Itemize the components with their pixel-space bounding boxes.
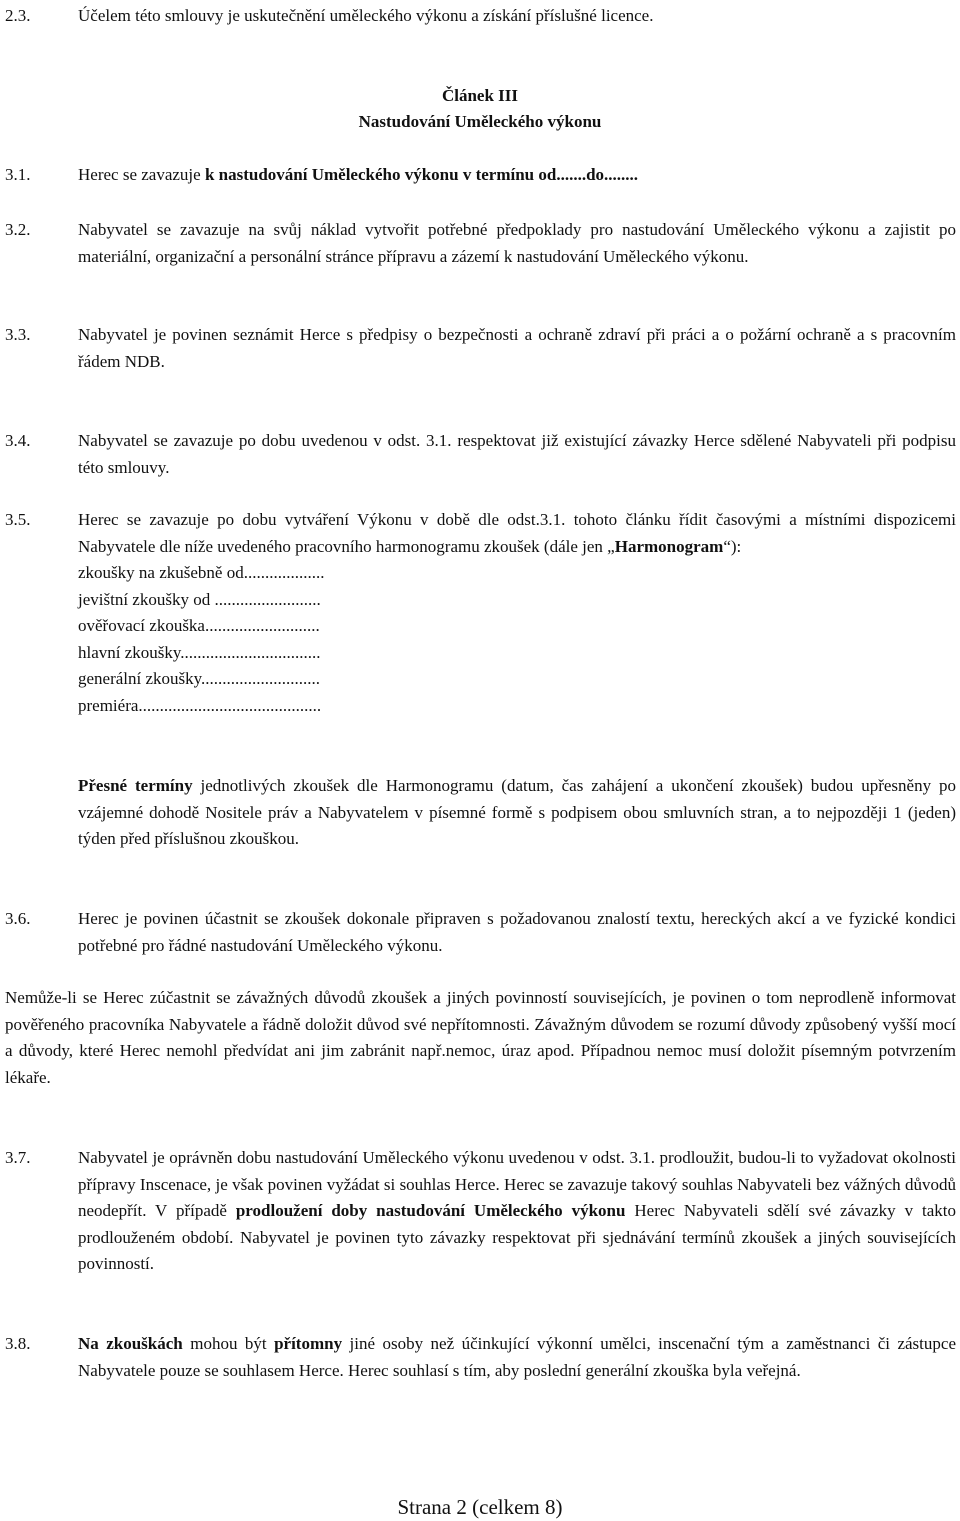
rehearsal-schedule-list bbox=[78, 560, 956, 719]
section-3-4 bbox=[5, 428, 956, 481]
schedule-item: jevištní zkoušky od ......................... bbox=[78, 589, 321, 609]
section-text: Nabyvatel se zavazuje po dobu uvedenou v odst. 3.1. respektovat již existující závazky Herce sdělené Nabyvateli při podpisu této smlouvy. bbox=[78, 431, 956, 477]
schedule-item: generální zkoušky............................ bbox=[78, 669, 321, 688]
section-3-7 bbox=[5, 1145, 956, 1278]
absence-paragraph: Nemůže-li se Herec zúčastnit se závažných důvodů zkoušek a jiných povinností souvisejících, je povinen o tom neprodleně informovat pověřeného pracovníka Nabyvatele a řádně doložit důvod své nepřítomnosti. Závažným důvodem se rozumí důvody způsobený vyšší mocí a důvody, které Herec nemohl předvídat ani jim zabránit např.nemoc, úraz apod. Případnou nemoc musí doložit písemným potvrzením lékaře. bbox=[5, 988, 956, 1087]
section-text: Herec se zavazuje po dobu vytváření Výkonu v době dle odst.3.1. tohoto článku řídit časovými a místními dispozicemi Nabyvatele dle níže uvedeného pracovního harmonogramu zkoušek (dále jen „Harmonogram“): bbox=[78, 510, 956, 556]
section-number: 3.3. bbox=[5, 325, 31, 344]
schedule-item: premiéra........................................... bbox=[78, 695, 322, 715]
schedule-item: ověřovací zkouška........................... bbox=[78, 616, 320, 635]
section-3-5 bbox=[5, 507, 956, 719]
section-number: 3.1. bbox=[5, 165, 31, 184]
article-title: Článek III bbox=[441, 86, 519, 105]
section-number: 3.5. bbox=[5, 510, 31, 529]
section-number: 3.4. bbox=[5, 431, 31, 450]
section-3-8 bbox=[5, 1331, 956, 1384]
article-subtitle: Nastudování Uměleckého výkonu bbox=[358, 112, 602, 131]
section-text: Na zkouškách mohou být přítomny jiné osoby než účinkující výkonní umělci, inscenační tým a zaměstnanci či zástupce Nabyvatele pouze se souhlasem Herce. Herec souhlasí s tím, aby poslední generální zkouška byla veřejná. bbox=[78, 1334, 956, 1380]
schedule-item: hlavní zkoušky................................. bbox=[78, 642, 321, 662]
section-number: 3.7. bbox=[5, 1148, 31, 1167]
section-text: Nabyvatel je povinen seznámit Herce s předpisy o bezpečnosti a ochraně zdraví při práci a o požární ochraně a s pracovním řádem NDB. bbox=[78, 325, 956, 371]
section-text: Účelem této smlouvy je uskutečnění uměleckého výkonu a získání příslušné licence. bbox=[78, 6, 654, 25]
section-text: Nabyvatel je oprávněn dobu nastudování Uměleckého výkonu uvedenou v odst. 3.1. prodloužit, budou-li to vyžadovat okolnosti přípravy Inscenace, je však povinen vyžádat si souhlas Herce. Herec se zavazuje takový souhlas Nabyvateli bez vážných důvodů neodepřít. V případě prodloužení doby nastudování Uměleckého výkonu Herec Nabyvateli sdělí své závazky v takto prodlouženém období. Nabyvatel je povinen tyto závazky respektovat při sjednávání termínů zkoušek a jiných souvisejících povinností. bbox=[78, 1148, 956, 1273]
section-number: 3.2. bbox=[5, 220, 31, 239]
section-number: 3.8. bbox=[5, 1334, 31, 1353]
section-text: Nabyvatel se zavazuje na svůj náklad vytvořit potřebné předpoklady pro nastudování Uměleckého výkonu a zajistit po materiální, organizační a personální stránce přípravu a zázemí k nastudování Uměleckého výkonu. bbox=[78, 220, 956, 266]
section-3-2 bbox=[5, 217, 956, 270]
precise-terms-paragraph: Přesné termíny jednotlivých zkoušek dle Harmonogramu (datum, čas zahájení a ukončení zkoušek) budou upřesněny po vzájemné dohodě Nositele práv a Nabyvatelem v písemné formě s podpisem obou smluvních stran, a to nejpozději 1 (jeden) týden před příslušnou zkouškou. bbox=[78, 776, 956, 848]
section-number: 3.6. bbox=[5, 909, 31, 928]
section-2-3 bbox=[5, 3, 956, 30]
page-footer: Strana 2 (celkem 8) bbox=[397, 1495, 563, 1519]
section-3-1 bbox=[5, 162, 956, 189]
schedule-item: zkoušky na zkušebně od................... bbox=[78, 563, 325, 582]
section-3-3 bbox=[5, 322, 956, 375]
section-3-6 bbox=[5, 906, 956, 959]
section-text: Herec je povinen účastnit se zkoušek dokonale připraven s požadovanou znalostí textu, hereckých akcí a ve fyzické kondici potřebné pro řádné nastudování Uměleckého výkonu. bbox=[78, 909, 956, 955]
section-text: Herec se zavazuje k nastudování Uměleckého výkonu v termínu od.......do........ bbox=[78, 165, 639, 184]
section-number: 2.3. bbox=[5, 6, 31, 25]
